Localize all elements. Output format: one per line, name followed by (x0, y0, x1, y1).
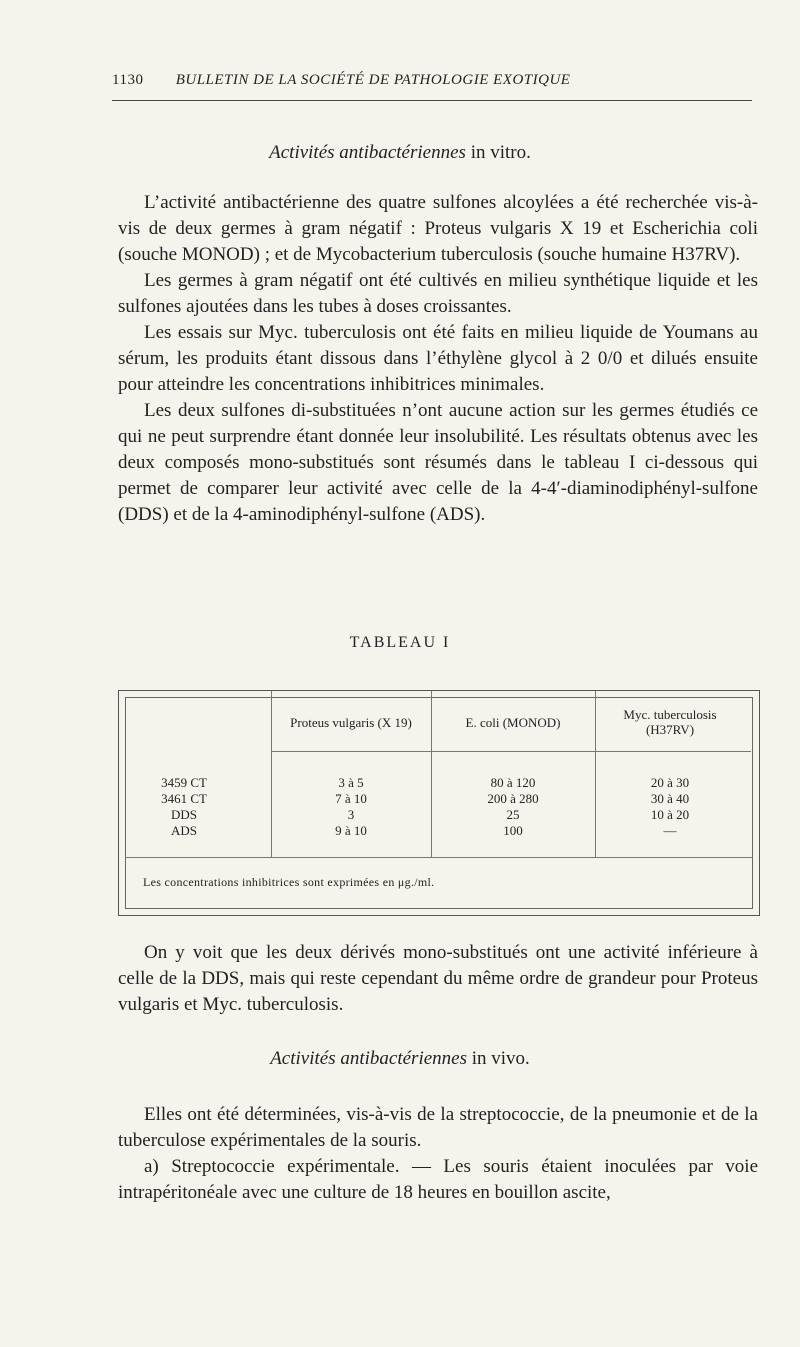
section-title-rest: in vivo. (467, 1048, 530, 1069)
section-title-in-vivo (0, 1048, 800, 1070)
column-header-myc: Myc. tuberculosis (H37RV) (623, 707, 717, 737)
body-paragraphs-3 (118, 1102, 758, 1206)
column-header-proteus: Proteus vulgaris (X 19) (290, 715, 412, 730)
row-label: 3461 CT (161, 791, 207, 806)
column-header-ecoli: E. coli (MONOD) (465, 715, 561, 730)
paragraph: On y voit que les deux dérivés mono-substitués ont une activité inférieure à celle de la DDS, mais qui reste cependant du même ordre de grandeur pour Proteus vulgaris et Myc. tuberculosis. (118, 942, 758, 1015)
table-cell: 30 à 40 (650, 791, 690, 806)
table-cell: 200 à 280 (487, 791, 539, 806)
header-divider (271, 751, 751, 752)
paragraph: Les germes à gram négatif ont été cultivés en milieu synthétique liquide et les sulfones ajoutées dans les tubes à doses croissantes. (118, 270, 758, 317)
row-labels (139, 775, 229, 839)
table-cell: 20 à 30 (650, 775, 690, 790)
table-cell: 3 (347, 807, 355, 822)
paragraph: a) Streptococcie expérimentale. — Les souris étaient inoculées par voie intrapéritonéale avec une culture de 18 heures en bouillon ascite, (118, 1156, 758, 1203)
paragraph: Les essais sur Myc. tuberculosis ont été faits en milieu liquide de Youmans au sérum, les produits étant dissous dans l’éthylène glycol à 2 0/0 et dilués ensuite pour atteindre les concentrations inhibitrices minimales. (118, 322, 758, 395)
table-cell: — (663, 823, 677, 838)
table-cell: 7 à 10 (335, 791, 367, 806)
section-title-italic: Activités antibactériennes (270, 1048, 467, 1069)
paragraph: L’activité antibactérienne des quatre sulfones alcoylées a été recherchée vis-à-vis de deux germes à gram négatif : Proteus vulgaris X 19 et Escherichia coli (souche MONOD) ; et de Mycobacterium tuberculosis (souche humaine H37RV). (118, 192, 758, 265)
note-divider (125, 857, 753, 858)
row-label: ADS (170, 823, 197, 838)
paragraph: Elles ont été déterminées, vis-à-vis de la streptococcie, de la pneumonie et de la tuberculose expérimentales de la souris. (118, 1104, 758, 1151)
column-ecoli (431, 775, 595, 839)
page-number: 1130 (112, 72, 144, 88)
section-title-in-vitro (0, 142, 800, 164)
row-label: DDS (170, 807, 197, 822)
running-header (112, 72, 752, 89)
table-caption: TABLEAU I (349, 634, 451, 651)
section-title-rest: in vitro. (465, 142, 531, 163)
section-title-italic: Activités antibactériennes (269, 142, 466, 163)
row-label: 3459 CT (161, 775, 207, 790)
table-cell: 100 (503, 823, 523, 838)
paragraph: Les deux sulfones di-substituées n’ont aucune action sur les germes étudiés ce qui ne peut surprendre étant donnée leur insolubilité. Les résultats obtenus avec les deux composés mono-substitués sont résumés dans le tableau I ci-dessous qui permet de comparer leur activité avec celle de la 4-4′-diaminodiphényl-sulfone (DDS) et de la 4-aminodiphényl-sulfone (ADS). (118, 400, 758, 525)
table-cell: 3 à 5 (338, 775, 364, 790)
journal-title: BULLETIN DE LA SOCIÉTÉ DE PATHOLOGIE EXOTIQUE (175, 72, 571, 88)
column-myc (595, 775, 745, 839)
column-proteus (271, 775, 431, 839)
table-cell: 25 (506, 807, 520, 822)
results-table (118, 690, 760, 916)
body-paragraphs-1 (118, 190, 758, 528)
body-paragraph-2 (118, 940, 758, 1018)
header-rule (112, 100, 752, 101)
table-cell: 10 à 20 (650, 807, 690, 822)
table-cell: 9 à 10 (335, 823, 367, 838)
table-note: Les concentrations inhibitrices sont exprimées en μg./ml. (143, 875, 435, 889)
table-cell: 80 à 120 (490, 775, 536, 790)
